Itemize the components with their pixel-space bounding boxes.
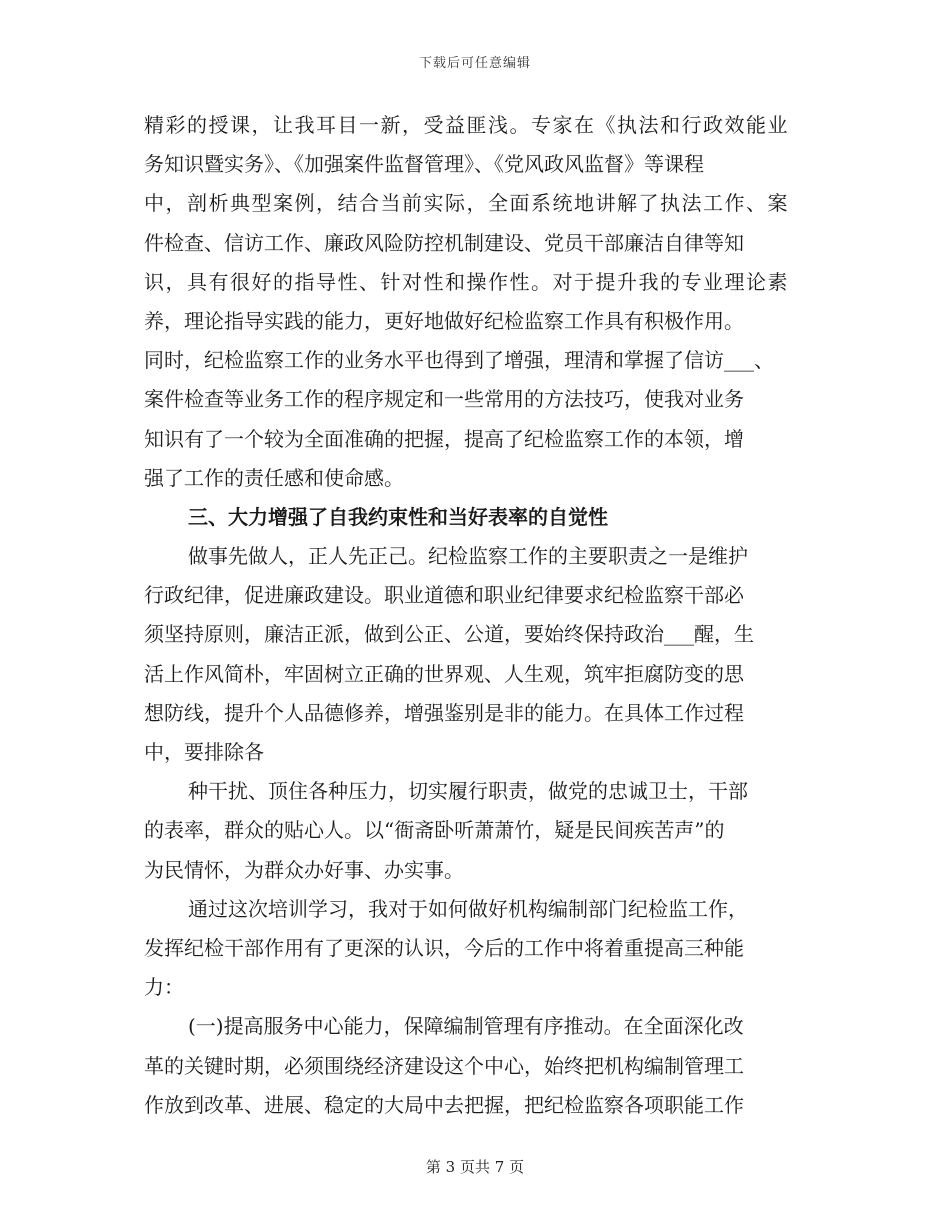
- text-line: 革的关键时期，必须围绕经济建设这个中心，始终把机构编制管理工: [144, 1053, 744, 1078]
- section-heading: 三、大力增强了自我约束性和当好表率的自觉性: [188, 504, 608, 529]
- text-line: 发挥纪检干部作用有了更深的认识，今后的工作中将着重提高三种能: [144, 935, 744, 960]
- text-line: 知识有了一个较为全面准确的把握，提高了纪检监察工作的本领，增: [144, 426, 744, 451]
- text-line: 须坚持原则，廉洁正派，做到公正、公道，要始终保持政治___醒，生: [144, 622, 754, 647]
- text-line: 想防线，提升个人品德修养，增强鉴别是非的能力。在具体工作过程: [144, 700, 744, 725]
- text-line: 通过这次培训学习，我对于如何做好机构编制部门纪检监工作，: [188, 896, 748, 921]
- page-number: 第 3 页共 7 页: [425, 1158, 525, 1176]
- page-header-note: 下载后可任意编辑: [418, 56, 531, 71]
- text-line: 中，要排除各: [144, 740, 264, 764]
- text-line: 力：: [144, 975, 184, 1000]
- text-line: 作放到改革、进展、稳定的大局中去把握，把纪检监察各项职能工作: [144, 1092, 744, 1117]
- text-line: 做事先做人，正人先正己。纪检监察工作的主要职责之一是维护: [188, 544, 748, 569]
- text-line: 的表率，群众的贴心人。以“衙斋卧听萧萧竹，疑是民间疾苦声”的: [144, 818, 725, 843]
- text-line: 行政纪律，促进廉政建设。职业道德和职业纪律要求纪检监察干部必: [144, 583, 744, 608]
- text-line: 中，剖析典型案例，结合当前实际，全面系统地讲解了执法工作、案: [144, 191, 789, 216]
- text-line: 强了工作的责任感和使命感。: [144, 465, 404, 490]
- text-line: 为民情怀，为群众办好事、办实事。: [144, 857, 464, 882]
- text-line: 活上作风简朴，牢固树立正确的世界观、人生观，筑牢拒腐防变的思: [144, 661, 744, 686]
- text-line: 件检查、信访工作、廉政风险防控机制建设、党员干部廉洁自律等知: [144, 230, 744, 255]
- text-line: 案件检查等业务工作的程序规定和一些常用的方法技巧，使我对业务: [144, 387, 744, 412]
- document-body: [144, 106, 812, 1125]
- text-line: (一)提高服务中心能力，保障编制管理有序推动。在全面深化改: [188, 1014, 744, 1039]
- text-line: 养，理论指导实践的能力，更好地做好纪检监察工作具有积极作用。: [144, 308, 744, 333]
- text-line: 种干扰、顶住各种压力，切实履行职责，做党的忠诚卫士，干部: [188, 779, 748, 804]
- text-line: 识，具有很好的指导性、针对性和操作性。对于提升我的专业理论素: [144, 269, 789, 294]
- text-line: 务知识暨实务》、《加强案件监督管理》、《党风政风监督》等课程: [144, 152, 704, 177]
- text-line: 同时，纪检监察工作的业务水平也得到了增强，理清和掌握了信访___、: [144, 348, 774, 373]
- text-line: 精彩的授课，让我耳目一新，受益匪浅。专家在《执法和行政效能业: [144, 113, 789, 137]
